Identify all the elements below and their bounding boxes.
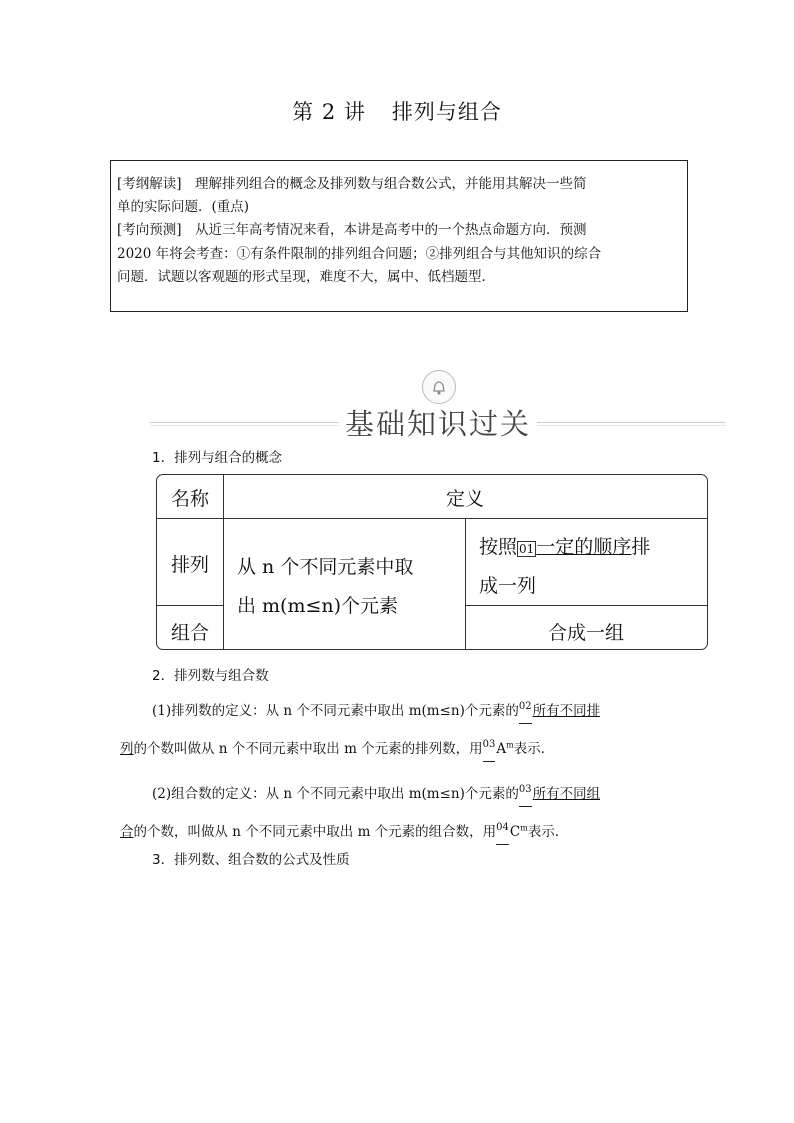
permutation-number-definition xyxy=(120,690,680,766)
section-title: 1．排列与组合的概念 xyxy=(152,450,283,466)
row-name-combination: 组合 xyxy=(170,622,209,644)
paragraph-line: 列的个数叫做从 n 个不同元素中取出 m 个元素的排列数，用$03A^m$表示． xyxy=(120,728,680,766)
combination-definition: 合成一组 xyxy=(547,622,624,644)
answer-marker: 01 xyxy=(519,542,535,556)
table-rule xyxy=(157,518,707,519)
permutation-definition-cont: 成一列 xyxy=(479,575,537,597)
paragraph-line: 合的个数，叫做从 n 个不同元素中取出 m 个元素的组合数，用$04C^m$表示． xyxy=(120,811,680,849)
syllabus-box xyxy=(110,160,688,312)
section-title: 3．排列数、组合数的公式及性质 xyxy=(152,852,350,868)
section-title: 2．排列数与组合数 xyxy=(152,668,269,684)
lecture-topic: 排列与组合 xyxy=(391,100,502,124)
lecture-number: 第 2 讲 xyxy=(292,100,366,124)
table-rule xyxy=(465,605,707,606)
row-name-permutation: 排列 xyxy=(170,554,209,576)
syllabus-line: 问题．试题以客观题的形式呈现，难度不大，属中、低档题型． xyxy=(117,268,495,285)
section-heading: 基础知识过关 xyxy=(150,402,726,443)
permutation-definition: 按照 01 一定的顺序排 xyxy=(479,536,651,558)
header-definition: 定义 xyxy=(445,488,484,510)
syllabus-line: 2020 年将会考查：①有条件限制的排列组合问题；②排列组合与其他知识的综合 xyxy=(117,245,602,262)
bell-badge-icon xyxy=(422,370,456,404)
syllabus-line: 单的实际问题．(重点) xyxy=(117,199,250,216)
bell-icon xyxy=(429,377,449,397)
shared-definition-line: 出 m(m≤n)个元素 xyxy=(237,595,399,617)
paragraph-line: (2)组合数的定义：从 n 个不同元素中取出 m(m≤n)个元素的03所有不同组 xyxy=(120,773,680,811)
syllabus-line: [考向预测] 从近三年高考情况来看，本讲是高考中的一个热点命题方向．预测 xyxy=(117,222,587,239)
syllabus-line: [考纲解读] 理解排列组合的概念及排列数与组合数公式，并能用其解决一些简 xyxy=(117,176,587,192)
combination-number-definition xyxy=(120,773,680,849)
page-title xyxy=(0,96,794,126)
section-banner xyxy=(150,366,726,441)
answer-marker: 03 xyxy=(483,728,496,762)
concept-table xyxy=(156,474,708,650)
answer-marker: 03 xyxy=(519,773,532,807)
header-name: 名称 xyxy=(170,488,209,510)
answer-marker: 02 xyxy=(519,690,532,724)
table-rule xyxy=(157,605,223,606)
answer-marker: 04 xyxy=(496,811,509,845)
paragraph-line: (1)排列数的定义：从 n 个不同元素中取出 m(m≤n)个元素的02所有不同排 xyxy=(120,690,680,728)
shared-definition-line: 从 n 个不同元素中取 xyxy=(237,556,414,578)
